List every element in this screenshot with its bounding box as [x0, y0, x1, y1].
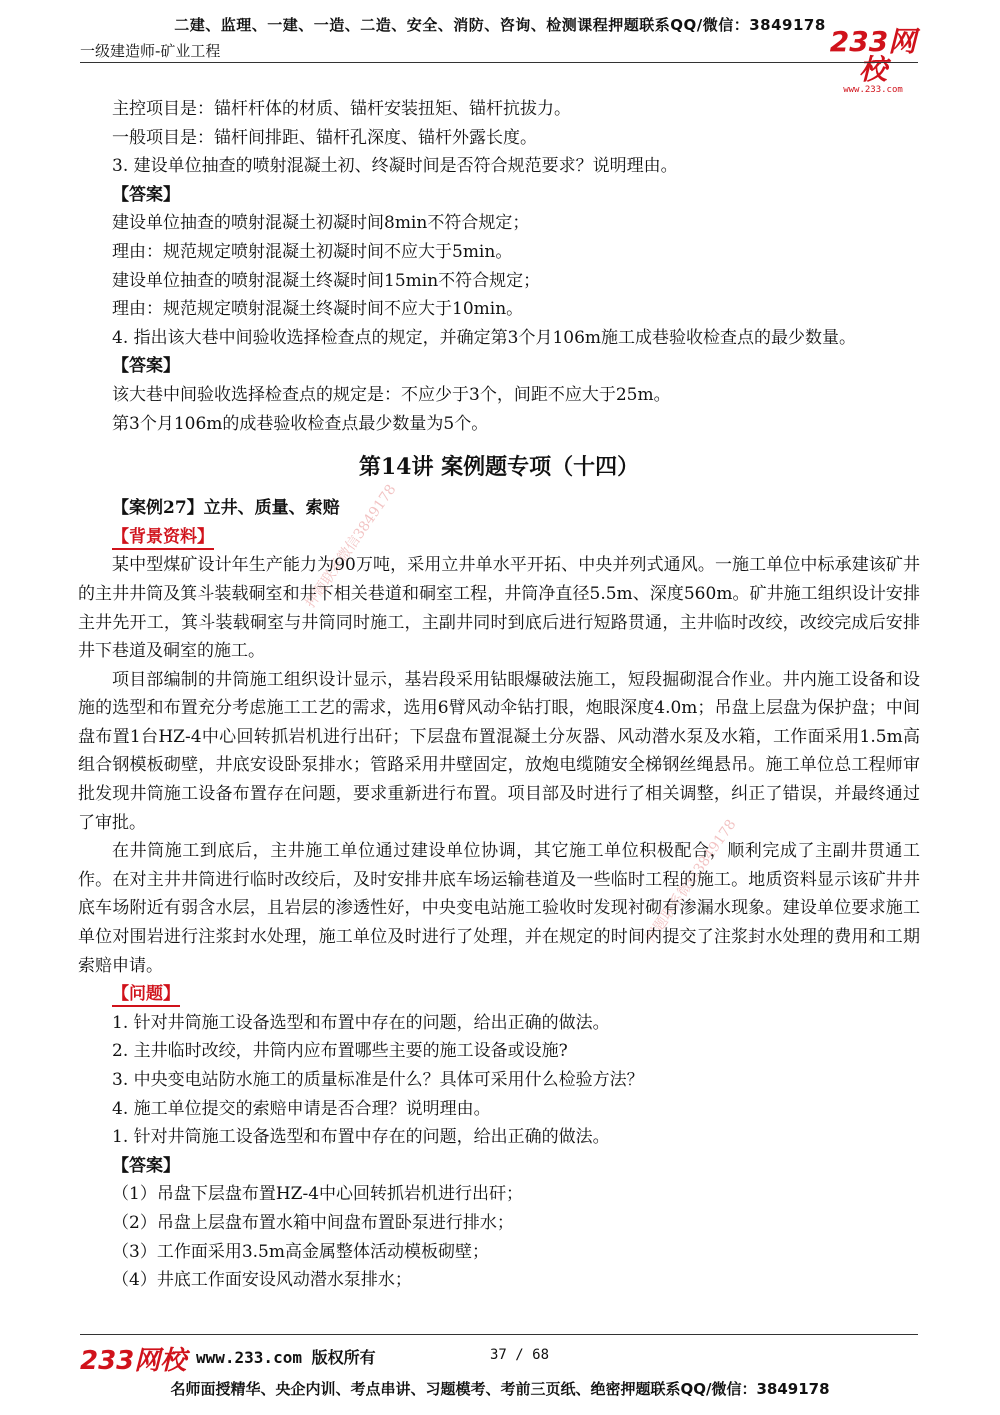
background-paragraph-1: 某中型煤矿设计年生产能力为90万吨，采用立井单水平开拓、中央并列式通风。一施工单位中标承建该矿井的主井井筒及箕斗装载硐室和井下相关巷道和硐室工程，井筒净直径5.5m、深度560m。矿井施工组织设计安排主井先开工，箕斗装载硐室与井筒同时施工，主副井同时到底后进行短路贯通，主井临时改绞，改绞完成后安排井下巷道及硐室的施工。 — [78, 555, 920, 662]
watermark-1: 押题联系微信3849178 — [302, 481, 400, 611]
answer-item: （1）吊盘下层盘布置HZ-4中心回转抓岩机进行出矸； — [112, 1184, 524, 1205]
header-subject: 一级建造师-矿业工程 — [80, 42, 221, 60]
answer-line: 理由：规范规定喷射混凝土终凝时间不应大于10min。 — [112, 299, 524, 320]
header-contact-line: 二建、监理、一建、一造、二造、安全、消防、咨询、检测课程押题联系QQ/微信：3849178 — [174, 16, 826, 34]
footer-logo: 233网校 — [80, 1346, 187, 1376]
header-divider — [80, 62, 918, 63]
answer-line: 该大巷中间验收选择检查点的规定是：不应少于3个，间距不应大于25m。 — [112, 384, 671, 405]
text-line: 一般项目是：锚杆间排距、锚杆孔深度、锚杆外露长度。 — [112, 127, 537, 148]
background-paragraph-2: 项目部编制的井筒施工组织设计显示，基岩段采用钻眼爆破法施工，短段掘砌混合作业。井内施工设备和设施的选型和布置充分考虑施工工艺的需求，选用6臂风动伞钻打眼，炮眼深度4.0m；吊盘上层盘为保护盘；中间盘布置1台HZ-4中心回转抓岩机进行出矸；下层盘布置混凝土分灰器、风动潜水泵及水箱，工作面采用1.5m高组合钢模板砌壁，井底安设卧泵排水；管路采用井壁固定，放炮电缆随安全梯钢丝绳悬吊。施工单位总工程师审批发现井筒施工设备布置存在问题，要求重新进行布置。项目部及时进行了相关调整，纠正了错误，并最终通过了审批。 — [78, 669, 920, 833]
question-item: 2. 主井临时改绞，井筒内应布置哪些主要的施工设备或设施? — [112, 1041, 568, 1062]
answer-label: 【答案】 — [112, 184, 180, 205]
answer-line: 建设单位抽查的喷射混凝土初凝时间8min不符合规定； — [112, 213, 530, 234]
background-paragraph-3: 在井筒施工到底后，主井施工单位通过建设单位协调，其它施工单位积极配合，顺利完成了主副井贯通工作。在对主井井筒进行临时改绞后，及时安排井底车场运输巷道及一些临时工程的施工。地质资料显示该矿井井底车场附近有弱含水层，且岩层的渗透性好，中央变电站施工验收时发现衬砌有渗漏水现象。建设单位要求施工单位对围岩进行注浆封水处理，施工单位及时进行了处理，并在规定的时间内提交了注浆封水处理的费用和工期索赔申请。 — [78, 841, 920, 976]
answer-item: （2）吊盘上层盘布置水箱中间盘布置卧泵进行排水； — [112, 1212, 514, 1233]
answer-line: 第3个月106m的成巷验收检查点最少数量为5个。 — [112, 413, 489, 434]
answer-item: （3）工作面采用3.5m高金属整体活动模板砌壁； — [112, 1241, 489, 1262]
answer-line: 建设单位抽查的喷射混凝土终凝时间15min不符合规定； — [112, 270, 541, 291]
question-item: 1. 针对井筒施工设备选型和布置中存在的问题，给出正确的做法。 — [112, 1012, 610, 1033]
footer-contact-line: 名师面授精华、央企内训、考点串讲、习题模考、考前三页纸、绝密押题联系QQ/微信：3849178 — [170, 1380, 830, 1398]
question-4: 4. 指出该大巷中间验收选择检查点的规定，并确定第3个月106m施工成巷验收检查点的最少数量。 — [112, 327, 857, 348]
footer-site[interactable]: www.233.com 版权所有 — [196, 1348, 376, 1367]
question-1-repeat: 1. 针对井筒施工设备选型和布置中存在的问题，给出正确的做法。 — [112, 1127, 610, 1148]
text-line: 主控项目是：锚杆杆体的材质、锚杆安装扭矩、锚杆抗拔力。 — [112, 99, 571, 119]
watermark-2: 押题联系微信3849178 — [642, 816, 740, 946]
answer-label: 【答案】 — [112, 1155, 180, 1176]
page-number: 37 / 68 — [490, 1347, 550, 1363]
questions-label: 【问题】 — [112, 983, 180, 1007]
background-label: 【背景资料】 — [112, 526, 214, 550]
case-title: 【案例27】立井、质量、索赔 — [112, 498, 340, 519]
header-logo-url: www.233.com — [843, 85, 903, 95]
footer-divider — [80, 1334, 918, 1335]
answer-label: 【答案】 — [112, 356, 180, 377]
question-item: 3. 中央变电站防水施工的质量标准是什么？具体可采用什么检验方法？ — [112, 1070, 644, 1090]
answer-line: 理由：规范规定喷射混凝土初凝时间不应大于5min。 — [112, 241, 513, 262]
question-item: 4. 施工单位提交的索赔申请是否合理？说明理由。 — [112, 1098, 491, 1119]
question-3: 3. 建设单位抽查的喷射混凝土初、终凝时间是否符合规范要求？说明理由。 — [112, 156, 678, 177]
lecture-title: 第14讲 案例题专项（十四） — [358, 454, 640, 481]
answer-item: （4）井底工作面安设风动潜水泵排水； — [112, 1270, 412, 1291]
header-logo-text: 233网校 — [829, 25, 917, 86]
document-body — [78, 95, 920, 1295]
